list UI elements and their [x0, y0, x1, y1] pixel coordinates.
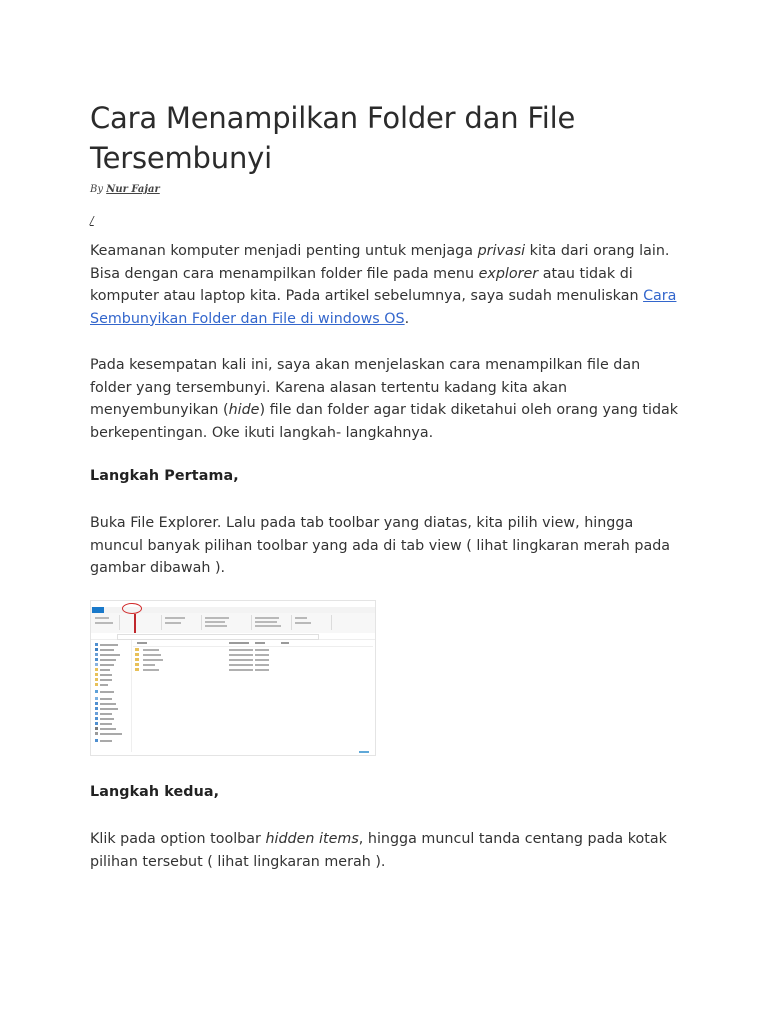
p1-text-1: Keamanan komputer menjadi penting untuk menjaga [90, 243, 478, 259]
slash-link[interactable]: / [90, 214, 94, 227]
step1-paragraph: Buka File Explorer. Lalu pada tab toolbar yang diatas, kita pilih view, hingga muncul banyak pilihan toolbar yang ada di tab view ( lihat lingkaran merah pada gambar dibawah ). [90, 515, 671, 577]
p2-text-1: Pada kesempatan kali ini, saya akan menjelaskan cara menampilkan file dan folder yang tersembunyi. Karena alasan tertentu kadang kita akan menyembunyikan ( [90, 357, 641, 419]
file-explorer-screenshot [90, 600, 376, 756]
p1-em-explorer: explorer [478, 265, 539, 282]
page-title: Cara Menampilkan Folder dan File Tersembunyi [90, 101, 576, 175]
second-paragraph [90, 354, 680, 444]
explorer-nav-pane [91, 640, 132, 752]
p1-em-privasi: privasi [477, 243, 526, 259]
red-highlight-circle [122, 603, 142, 614]
explorer-address-bar [91, 633, 375, 640]
p3-text-1: Klik pada option toolbar [90, 831, 266, 847]
p1-text-2: kita dari orang lain. Bisa dengan cara menampilkan folder file pada menu [90, 243, 670, 282]
step2-heading: Langkah kedua, [90, 784, 220, 800]
p1-text-3: atau tidak di komputer atau laptop kita. Pada artikel sebelumnya, saya sudah menuliskan [90, 265, 644, 305]
byline [90, 184, 160, 195]
p3-text-2: , hingga muncul tanda centang pada kotak pilihan tersebut ( lihat lingkaran merah ). [90, 831, 667, 870]
explorer-view-toggle [359, 751, 369, 753]
step2-paragraph [90, 828, 680, 873]
related-article-link[interactable]: Cara Sembunyikan Folder dan File di windows OS [90, 288, 677, 327]
p2-text-2: ) file dan folder agar tidak diketahui oleh orang yang tidak berkepentingan. Oke ikuti langkah- langkahnya. [90, 402, 679, 441]
author-link[interactable]: Nur Fajar [106, 184, 160, 195]
p3-em-hidden-items: hidden items [265, 831, 359, 847]
intro-paragraph [90, 240, 680, 330]
step1-heading: Langkah Pertama, [90, 468, 239, 484]
explorer-file-list [133, 641, 373, 751]
byline-prefix: By [90, 184, 103, 195]
p1-text-4: . [404, 310, 410, 327]
p2-em-hide: hide [228, 402, 260, 419]
